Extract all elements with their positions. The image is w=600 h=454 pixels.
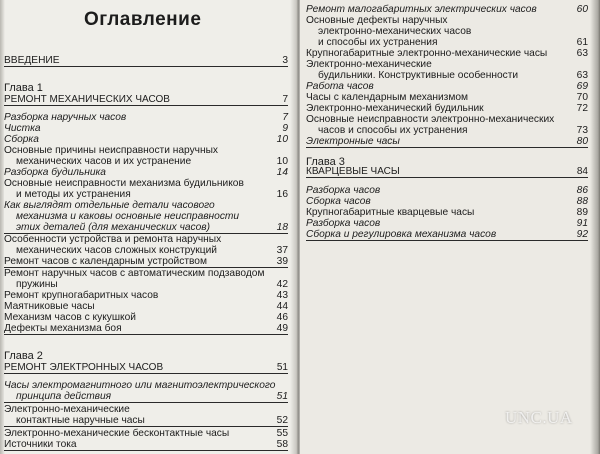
toc-entry[interactable] [4,256,288,268]
toc-entry-line: Основные неисправности механизма будильников [4,178,244,189]
toc-entry-line: Ремонт часов с календарным устройством [4,256,207,267]
chapter-title-text: КВАРЦЕВЫЕ ЧАСЫ [306,166,400,177]
toc-page-number: 69 [576,81,588,92]
toc-page-number: 84 [576,166,588,177]
toc-entry-line: Особенности устройства и ремонта наручных [4,234,222,245]
toc-entry-line: и способы их устранения [318,37,438,48]
toc-entry-line: Основные неисправности электронно-механических [306,114,555,125]
toc-page-number: 14 [276,167,288,178]
toc-page-number: 52 [276,415,288,426]
toc-entry-line: Разборка часов [306,185,381,196]
chapter-title-text: РЕМОНТ ЭЛЕКТРОННЫХ ЧАСОВ [4,362,164,373]
toc-entry[interactable] [306,136,588,148]
toc-entry[interactable] [4,178,288,201]
toc-entry-line: механических часов и их устранение [16,156,192,167]
chapter-title-text: РЕМОНТ МЕХАНИЧЕСКИХ ЧАСОВ [4,94,170,105]
toc-entry-line: Часы с календарным механизмом [306,92,469,103]
toc-page-number: 91 [576,218,588,229]
toc-entry-line: электронно-механических часов [318,26,472,37]
chapter-2-label: Глава 2 [4,350,43,362]
toc-entry[interactable] [4,323,288,335]
toc-entry-line: Работа часов [306,81,374,92]
toc-entry[interactable] [4,200,288,234]
toc-page-number: 39 [276,256,288,267]
toc-page-number: 72 [576,103,588,114]
toc-entry-line: Электронно-механические бесконтактные часы [4,428,230,439]
toc-entry-line: Основные дефекты наручных [306,15,448,26]
toc-page-number: 46 [276,312,288,323]
toc-entry[interactable] [306,229,588,241]
watermark-logo: UNC.UA [505,408,573,427]
left-page [0,0,296,454]
toc-entry-line: механических часов сложных конструкций [16,245,217,256]
toc-page-number: 80 [576,136,588,147]
toc-entry-line: Электронно-механические [306,59,432,70]
toc-entry-line: Разборка часов [306,218,381,229]
toc-entry[interactable] [4,234,288,257]
toc-entry-line: будильники. Конструктивные особенности [318,70,519,81]
toc-entry[interactable] [306,15,588,49]
toc-page-number: 63 [576,70,588,81]
toc-entry[interactable] [4,404,288,427]
toc-page-number: 3 [282,55,288,66]
toc-entry[interactable] [4,145,288,168]
toc-entry-line: механизма и каковы основные неисправности [16,211,240,222]
toc-entry-line: этих деталей (для механических часов) [16,222,210,233]
toc-page-number: 42 [276,279,288,290]
toc-page-number: 70 [576,92,588,103]
toc-entry-line: Ремонт наручных часов с автоматическим подзаводом [4,268,265,279]
chapter-3-label: Глава 3 [306,156,345,168]
toc-page-number: 7 [282,112,288,123]
toc-page-number: 58 [276,439,288,450]
toc-entry-line: и методы их устранения [16,189,131,200]
toc-entry-title: ВВЕДЕНИЕ [4,55,60,66]
toc-entry-line: Основные причины неисправности наручных [4,145,219,156]
toc-entry-line: Дефекты механизма боя [4,323,122,334]
chapter-2-title[interactable] [4,362,288,374]
toc-entry-line: Маятниковые часы [4,301,95,312]
toc-page-number: 88 [576,196,588,207]
toc-entry-line: Сборка и регулировка механизма часов [306,229,497,240]
toc-page-number: 60 [576,4,588,15]
toc-page-number: 51 [276,362,288,373]
toc-page-number: 9 [282,123,288,134]
toc-page-number: 10 [276,134,288,145]
toc-entry-line: Источники тока [4,439,77,450]
toc-entry-line: Крупногабаритные электронно-механические часы [306,48,548,59]
right-page [300,0,600,454]
chapter-3-title[interactable] [306,166,588,178]
chapter-1-label: Глава 1 [4,82,43,94]
toc-entry-line: Механизм часов с кукушкой [4,312,136,323]
toc-entry-line: Ремонт крупногабаритных часов [4,290,159,301]
toc-entry-line: Сборка [4,134,39,145]
toc-page-number: 44 [276,301,288,312]
toc-page-number: 86 [576,185,588,196]
toc-entry-line: Как выглядят отдельные детали часового [4,200,215,211]
toc-entry-line: пружины [16,279,58,290]
toc-entry-line: часов и способы их устранения [318,125,468,136]
toc-entry[interactable] [306,114,588,137]
toc-entry-line: Электронные часы [306,136,400,147]
chapter-1-title[interactable] [4,94,288,106]
toc-page-number: 51 [276,391,288,402]
toc-entry-line: Ремонт малогабаритных электрических часов [306,4,537,15]
toc-page-number: 61 [576,37,588,48]
toc-entry-line: принципа действия [16,391,112,402]
toc-page-number: 89 [576,207,588,218]
toc-page-number: 37 [276,245,288,256]
toc-entry-line: Разборка наручных часов [4,112,127,123]
toc-entry-line: Чистка [4,123,41,134]
page-edge-shadow [590,0,600,454]
toc-page-number: 55 [276,428,288,439]
toc-entry[interactable] [4,439,288,451]
toc-page-number: 63 [576,48,588,59]
toc-entry-line: контактные наручные часы [16,415,145,426]
page-title: Оглавление [84,9,202,30]
toc-entry[interactable] [4,268,288,291]
toc-page-number: 92 [576,229,588,240]
toc-entry-line: Часы электромагнитного или магнитоэлектрического [4,380,276,391]
toc-page-number: 73 [576,125,588,136]
toc-entry-line: Разборка будильника [4,167,106,178]
toc-page-number: 18 [276,222,288,233]
toc-entry-line: Сборка часов [306,196,371,207]
toc-page-number: 16 [276,189,288,200]
toc-page-number: 7 [282,94,288,105]
toc-page-number: 49 [276,323,288,334]
toc-entry-intro[interactable] [4,55,288,67]
toc-entry[interactable] [306,59,588,82]
toc-entry-line: Электронно-механический будильник [306,103,484,114]
toc-page-number: 43 [276,290,288,301]
toc-entry-line: Электронно-механические [4,404,130,415]
toc-entry-line: Крупногабаритные кварцевые часы [306,207,475,218]
toc-entry[interactable] [4,380,288,403]
toc-page-number: 10 [276,156,288,167]
